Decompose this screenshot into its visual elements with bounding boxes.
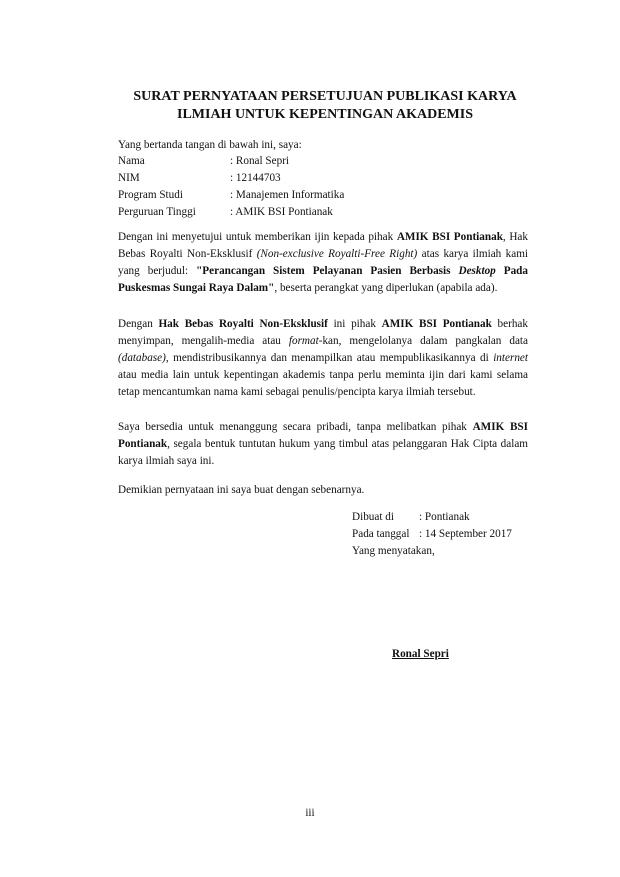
consent-paragraph	[118, 229, 528, 297]
bold-run: "Perancangan Sistem Pelayanan Pasien Berbasis	[196, 265, 459, 277]
identity-label: Program Studi	[118, 189, 183, 201]
italic-run: format	[288, 335, 319, 347]
place-label: Dibuat di	[352, 511, 394, 523]
text-run: berhak menyimpan, mengalih-media atau	[118, 318, 528, 347]
bold-run: AMIK BSI Pontianak	[118, 421, 529, 450]
liability-paragraph	[118, 419, 528, 470]
text-run: -kan, mengelolanya dalam pangkalan data	[318, 335, 528, 347]
bold-run: AMIK BSI Pontianak	[381, 318, 492, 330]
place-value: : Pontianak	[419, 511, 470, 523]
title-line-1: SURAT PERNYATAAN PERSETUJUAN PUBLIKASI KARYA	[133, 89, 517, 104]
intro-text: Yang bertanda tangan di bawah ini, saya:	[118, 139, 302, 151]
italic-run: (Non-exclusive Royalti-Free Right)	[256, 248, 418, 260]
identity-value: : 12144703	[230, 172, 281, 184]
text-run: , beserta perangkat yang diperlukan (apabila ada).	[274, 282, 498, 294]
identity-row-nim	[118, 170, 344, 187]
text-run: , Hak Bebas Royalti Non-Eksklusif	[118, 231, 528, 260]
text-run: , mendistribusikannya dan menampilkan atau mempublikasikannya di	[165, 352, 494, 364]
closing-paragraph: Demikian pernyataan ini saya buat dengan sebenarnya.	[118, 484, 365, 496]
bold-run: Hak Bebas Royalti Non-Eksklusif	[158, 318, 328, 330]
text-run: Dengan	[118, 318, 159, 330]
identity-label: Nama	[118, 155, 145, 167]
bold-run: Pada Puskesmas Sungai Raya Dalam"	[118, 265, 528, 294]
text-run: Saya bersedia untuk menanggung secara pribadi, tanpa melibatkan pihak	[118, 421, 473, 433]
identity-block	[118, 153, 344, 221]
text-run: atas karya ilmiah kami yang berjudul:	[118, 248, 529, 277]
rights-paragraph	[118, 316, 528, 401]
identity-value: : AMIK BSI Pontianak	[230, 206, 333, 218]
identity-label: NIM	[118, 172, 140, 184]
signer-name: Ronal Sepri	[392, 648, 449, 660]
signature-block	[352, 509, 512, 560]
title-line-2: ILMIAH UNTUK KEPENTINGAN AKADEMIS	[177, 107, 473, 122]
text-run: , segala bentuk tuntutan hukum yang timbul atas pelanggaran Hak Cipta dalam karya ilmiah saya ini.	[118, 438, 528, 467]
identity-label: Perguruan Tinggi	[118, 206, 196, 218]
text-run: ini pihak	[327, 318, 382, 330]
date-value: : 14 September 2017	[419, 528, 512, 540]
signature-date-row	[352, 526, 512, 543]
identity-value: : Manajemen Informatika	[230, 189, 345, 201]
identity-row-program	[118, 187, 344, 204]
bold-italic-run: Desktop	[458, 265, 496, 277]
identity-value: : Ronal Sepri	[230, 155, 290, 167]
bold-run: AMIK BSI Pontianak	[396, 231, 503, 243]
text-run: Dengan ini menyetujui untuk memberikan ijin kepada pihak	[118, 231, 397, 243]
text-run: atau media lain untuk kepentingan akademis tanpa perlu meminta ijin dari kami selama tetap mencantumkan nama kami sebagai penulis/pencipta karya ilmiah tersebut.	[118, 369, 528, 398]
identity-row-institution	[118, 204, 344, 221]
italic-run: (database)	[118, 352, 166, 364]
signature-place-row	[352, 509, 512, 526]
signature-closing: Yang menyatakan,	[352, 545, 435, 557]
date-label: Pada tanggal	[352, 528, 410, 540]
page-number: iii	[305, 807, 315, 819]
italic-run: internet	[493, 352, 528, 364]
identity-row-name	[118, 153, 344, 170]
